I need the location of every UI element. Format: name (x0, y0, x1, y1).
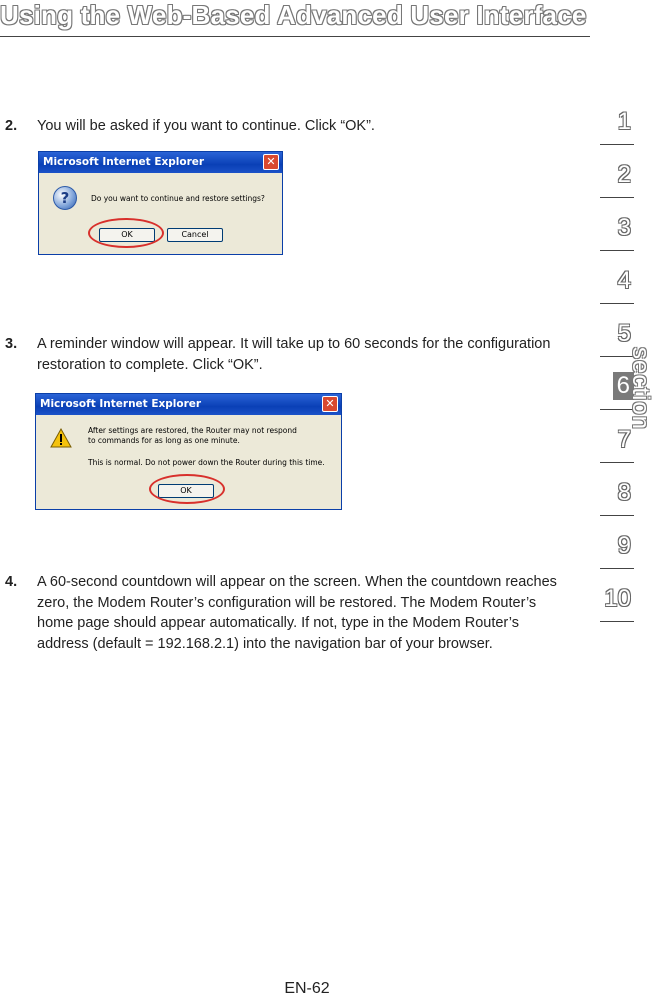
warning-icon (50, 428, 72, 448)
question-icon: ? (53, 186, 77, 210)
dialog-message-line-1: After settings are restored, the Router may not respond (88, 426, 297, 435)
ok-button[interactable]: OK (158, 484, 214, 498)
step-number: 2. (5, 118, 18, 134)
dialog-title: Microsoft Internet Explorer (40, 398, 202, 410)
section-vertical-label (627, 345, 667, 465)
step-text: You will be asked if you want to continue. Click “OK”. (37, 118, 375, 134)
section-tab-label: 8 (617, 479, 631, 506)
section-tab-4[interactable] (600, 251, 634, 304)
section-tab-label: 7 (617, 426, 631, 453)
cancel-button[interactable]: Cancel (167, 228, 223, 242)
ok-button[interactable]: OK (99, 228, 155, 242)
confirm-dialog (38, 151, 283, 255)
section-tab-label: 10 (604, 585, 631, 612)
section-tab-8[interactable] (600, 463, 634, 516)
section-tab-3[interactable] (600, 198, 634, 251)
step-number: 4. (5, 574, 18, 590)
dialog-message-line-2: to commands for as long as one minute. (88, 436, 240, 445)
dialog-title: Microsoft Internet Explorer (43, 156, 205, 168)
step-text: A 60-second countdown will appear on the screen. When the countdown reaches zero, the Modem Router’s configuration will be restored. The Modem Router’s home page should appear automatically. If not, type in the Modem Router’s address (default = 192.168.2.1) into the navigation bar of your browser. (37, 574, 557, 652)
close-icon[interactable]: ✕ (263, 154, 279, 170)
dialog-titlebar (39, 152, 282, 173)
section-tab-label: 9 (617, 532, 631, 559)
section-tab-label: 4 (617, 267, 631, 294)
dialog-titlebar (36, 394, 341, 415)
section-tab-label-active: 6 (613, 372, 634, 400)
ok-highlight-circle (88, 218, 164, 248)
section-label-text: section (627, 347, 654, 431)
section-tab-label: 5 (617, 320, 631, 347)
section-tab-1[interactable] (600, 92, 634, 145)
header-divider (0, 36, 590, 37)
close-icon[interactable]: ✕ (322, 396, 338, 412)
section-tab-label: 3 (617, 214, 631, 241)
section-tab-10[interactable] (600, 569, 634, 622)
step-text: A reminder window will appear. It will take up to 60 seconds for the configuration restoration to complete. Click “OK”. (37, 336, 551, 373)
reminder-dialog (35, 393, 342, 510)
page-number: EN-62 (284, 980, 330, 997)
section-tab-9[interactable] (600, 516, 634, 569)
dialog-message: Do you want to continue and restore settings? (91, 194, 265, 203)
step-number: 3. (5, 336, 18, 352)
section-tab-2[interactable] (600, 145, 634, 198)
ok-highlight-circle (149, 474, 225, 504)
page-header-title: Using the Web-Based Advanced User Interface (0, 0, 587, 30)
section-tab-label: 1 (617, 108, 631, 135)
section-tab-label: 2 (617, 161, 631, 188)
dialog-message-line-3: This is normal. Do not power down the Router during this time. (88, 458, 325, 467)
